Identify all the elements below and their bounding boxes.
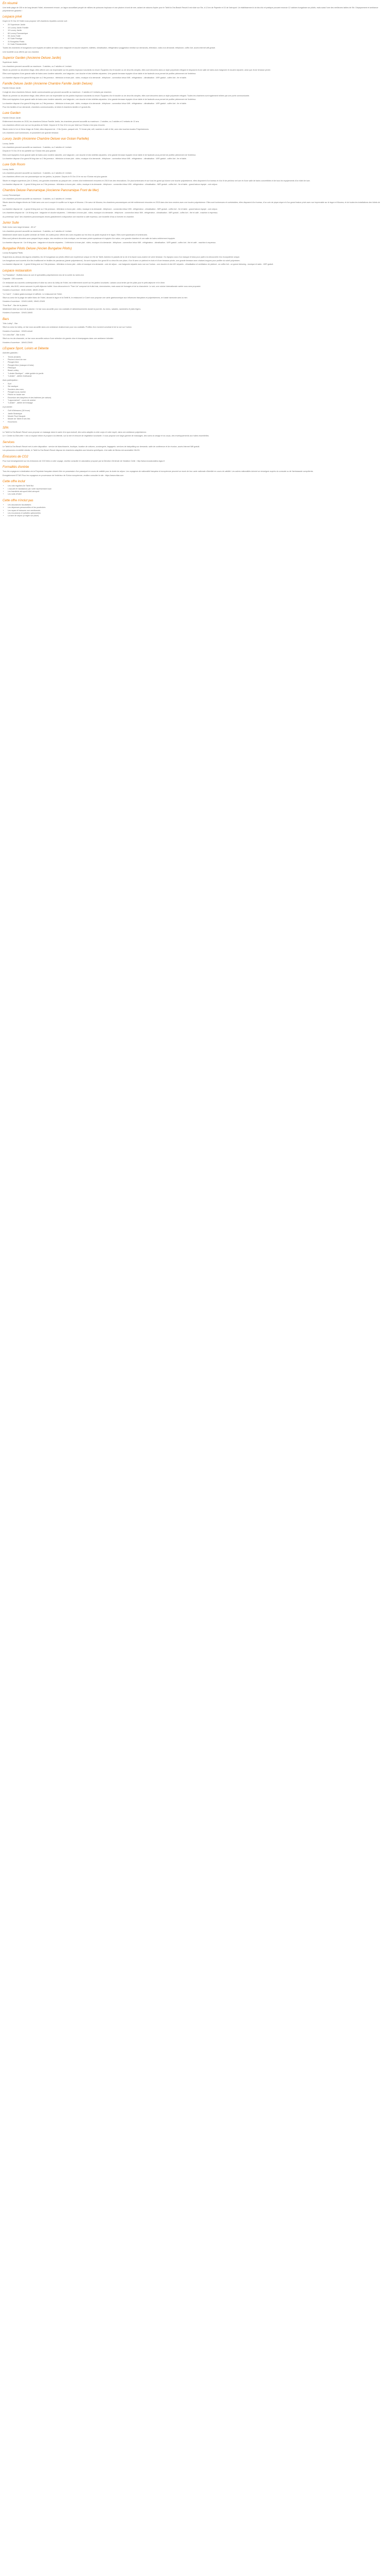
paragraph: Située en étages supérieurs (1er & 2ème), ces grandes chambres au parquet ciré, ornées d'art entièrement rénovées en 2015 lors des rénovations. De plus lumineuses et sur tous les guest qui donne une touche polynésienne, elles disposent d'un bureau et d'un lit de pêcheur de luxe et d'une salle de bains convertibles et de tous les équipements d'un hôtel de luxe. [3, 179, 311, 182]
list-item: • Beach-volley [8, 369, 383, 372]
section-title: LEspace Sport, Loisirs et Détente [3, 347, 49, 351]
content-section [3, 441, 383, 452]
section-title: Chambre Deluxe Panoramique (Ancienne Panoramique Front de Mer) [3, 189, 99, 193]
content-section [3, 112, 383, 134]
section-title: Lespace privé [3, 15, 22, 19]
content-section [3, 189, 383, 218]
paragraph: Famille Deluxe Jardin [3, 116, 21, 119]
list-item: • L'accueil et l'assistance par notre représentant local [8, 488, 383, 490]
content-section [3, 247, 383, 266]
content-section [3, 318, 383, 344]
content-section [3, 222, 383, 244]
paragraph: Supérieure Jardin [3, 61, 18, 64]
list-item: • 10 Luxury Jardin Famille [8, 27, 383, 29]
page [0, 0, 386, 521]
paragraph: Elles sont joliment décorées avec parquet façon acajou, des meubles en bois exotique, une terrasse privée spacieuse et équipée d'un salon, une grande chambre et une salle de bains entièrement équipée. [3, 238, 175, 240]
list-item: • Excursions [8, 421, 383, 423]
section-title: Émissions de CO2 [3, 455, 28, 459]
paragraph: Tous les voyageurs à destination de la Polynésie française doivent être en possession d'un passeport en cours de validité pour la durée du séjour. Les voyageurs de nationalité française et européenne peuvent se munir de leur carte nationale d'identité en cours de validité. Les autres nationalités doivent se renseigner auprès du consulat ou de l'ambassade compétents. [3, 470, 314, 473]
bullet-list [3, 504, 383, 518]
list-item: • "Lagoonarium" - cours de cuisine [8, 399, 383, 402]
paragraph: Les bungalows sont ouverts d'un lieu traditionnel en feuilles de pandanus (plante polynésienne). Ils sont équipés d'un grand lit ou deux lits une place, d'un lit avec un plafond en bois et d'une terrasse privée, une grande terrasse avec chaises longues pour profiter du soleil polynésien. [3, 259, 240, 262]
list-item: • La taxe de séjour (à régler sur place) [8, 515, 383, 517]
content-section [3, 57, 383, 79]
paragraph: "Aito Lobby" - Bar [3, 322, 18, 325]
list-item: • Musée de Tahiti et ses îles [8, 418, 383, 420]
paragraph: Le Tahiti Ia Ora Beach Resort met à votre disposition : service de blanchisserie, boutique, location de voitures, conciergerie, bagagerie, services de babysitting sur demande, salle de conférence et de réunion, accès Internet Wifi gratuit. [3, 446, 200, 448]
section-title: Famille Deluxe Jardin (Ancienne Chambre Famille Jardin Deluxe) [3, 82, 93, 86]
list-item: • Plongée sous-marine [8, 391, 383, 394]
paragraph: Ce restaurant aux accents contemporains et situé au cœur du lobby de l'hôtel, est entièrement ouvert sur les jardins luxuriants. Laissez-vous tenter par les plats pour le petit-déjeuner et le dîner. [3, 281, 165, 284]
list-item: • Plongée libre (masque et tuba) [8, 364, 383, 367]
list-item: • Les vols réguliers Air Tahiti Nui [8, 485, 383, 487]
list-item: • 01 Suite Présidentielle [8, 43, 383, 46]
paragraph: Luxury Bungalow Pilotis [3, 252, 23, 255]
bullet-list [3, 356, 383, 378]
list-item: • Les transferts aéroport-hôtel-aéroport [8, 490, 383, 493]
paragraph: Avec participation : [3, 379, 19, 381]
bullet-list [3, 24, 383, 46]
content-section [3, 499, 383, 518]
list-item: • Les excursions et activités optionnelles [8, 512, 383, 515]
paragraph: La chambre dispose de : 1 grand lit king size ou 2 lits jumeaux - télévision à écran plat - vidéo, musique à la demande - téléphone - connection leisur Wifi - réfrigérateur - climatisation - WiFi gratuit - coffre-fort - fer et table - grand balcon équipé - coin séjour. [3, 183, 218, 185]
paragraph: Située entre le 1er et 2ème étage de l'hôtel, elles disposent de : 2 lits Queen, parquet ciré, TV écran plat, wifi, machine à café et thé, avec des touches locales Polynésiennes. [3, 128, 150, 130]
list-item: • 20 Superieure Jardin [8, 24, 383, 26]
section-title: Luxury Jardin (Ancienne Chambre Deluxe vue Océan Partielle) [3, 138, 89, 141]
section-title: Luxe Gdn Room [3, 163, 25, 167]
list-item: • "Lobster" - atelier d'artisanat [8, 375, 383, 378]
paragraph: Idéalement situé au bord de la piscine. Ce bar vous accueille pour vos cocktails et rafraîchissements durant la journée. Au menu, salades, sandwichs et plats légers. [3, 308, 141, 311]
content-section [3, 2, 383, 12]
content-section [3, 427, 383, 438]
paragraph: Les chambres offrent une vue panoramique sur les jardins, la piscine. Depuis le l'Il Ora 19 le rez sur l'Océan est plus grande. [3, 176, 108, 178]
paragraph: Le « Centre du Bien-être » est un espace intime et propice à la détente, sur la mer et entouré de végétation luxuriante. Il vous propose une large gamme de massages, des soins du visage et du corps, des enveloppements aux huiles essentielles. [3, 435, 209, 437]
paragraph: Toutes les chambres et bungalows sont équipés de salles de bains avec baignoire et douche séparée, toilettes, climatisation, réfrigérateur (suggestion minibar sur demande), télévision, radio à la demande, téléphone, coffre-fort, accès internet wifi gratuit. [3, 47, 216, 49]
section-title: Junior Suite [3, 222, 19, 225]
paragraph: Situé au rez-de-chaussée, ce bar vous accueille autour d'une sélection de grands vins et champagnes dans une ambiance intimiste. [3, 337, 114, 340]
paragraph: La chambre dispose d'un grand lit king size ou 2 lits jumeaux - télévision à écran plat - vidéo, musique à la demande - téléphone - connection leisur Wifi - réfrigérateur - climatisation - WiFi gratuit - coffre-fort - fer et table. [3, 157, 187, 160]
paragraph: Le Tahiti Ia Ora Beach Resort vous propose un massage dans le cadre d'un spa exclusif, des soins adaptés à votre corps et votre esprit, dans une ambiance polynésienne. [3, 431, 147, 434]
content-section [3, 138, 383, 160]
paragraph: Horaires d'ouverture : 12h00-14h00, 19h00-22h00 [3, 300, 45, 303]
paragraph: Famille Deluxe Jardin [3, 87, 21, 90]
list-item: • Golf d'Atimaono (18 trous) [8, 410, 383, 412]
paragraph: Pour tout renseignement sur les émissions de CO2 liées à votre voyage, veuillez consulter le calculateur proposé par la Direction Générale de l'Aviation Civile : http://www.ecocalculateur.dgac.fr [3, 460, 165, 462]
paragraph: Entièrement rénovées en 2015, les chambres Deluxe Famille Jardin, les chambres peuvent accueillir au maximum : 2 adultes, ou 2 adultes et 2 enfants de 12 ans. [3, 120, 140, 123]
list-item: • Musée Paul Gauguin [8, 415, 383, 418]
paragraph: Les chambres peuvent accueillir au maximum : 3 adultes, ou 2 adultes et 1 enfant. [3, 230, 72, 232]
paragraph: Horaires d'ouverture : 10h00-18h00 [3, 312, 33, 314]
list-item: • Plongée libre [8, 361, 383, 364]
paragraph: Luxury Jardin [3, 142, 14, 145]
paragraph: Une belle plage de 150 m de long devant l'hôtel, récemment rénové, un lagon accueillant peuplé de milliers de poissons tropicaux et une piscine à bord de mer, autant de raisons d'opter pour le Tahiti Ia Ora Beach Resort.Il est situé sur l'île, à 12 km de Papeete et 10 de l'aéroport. Un établissement à la fois chic et pratique pouvant recevoir 12 cabines bungalows sur pilotis, mais aussi l'une des meilleures tables de l'île. Dépaysement et ambiance polynésienne garantis ! [3, 7, 379, 12]
paragraph: "Le Lotus Bar" - Bar à vins [3, 334, 25, 336]
content-section [3, 269, 383, 315]
paragraph: Luxury Jardin [3, 168, 14, 171]
section-title: Services [3, 440, 15, 444]
paragraph: Les chambres dispose de : Un lit king size - baignoire et douche séparées - 1 télévision à écran plat - vidéo, musique à la demande - téléphone - connection leisur Wifi - réfrigérateur - climatisation - WiFi gratuit - coffre-fort - thé et café - machine à espresso. [3, 212, 218, 214]
list-item: • Les dépenses personnelles et les pourboires [8, 506, 383, 509]
paragraph: Elles sont équipées d'une grande salle de bains avec lumière naturelle, une baignoire, une douche et des toilettes séparées. Une grande terrasse équipée d'une table et de fauteuils vous permet de profiter pleinement de l'extérieur. [3, 98, 197, 101]
paragraph: Il s'agit de deux chambres Deluxe Jardin communicantes qui peuvent accueillir au maximum : 2 adultes et 3 enfants par chambre. [3, 91, 112, 93]
paragraph: Les personnes à mobilité réduite, le Tahiti Ia Ora Beach Resort dispose de chambres adaptées aux besoins spécifiques. Une salle de fitness est accessible 24h/24. [3, 449, 140, 452]
paragraph: Les chambres peuvent accueillir au maximum : 3 adultes, ou 2 adultes et 1 enfant. [3, 146, 72, 148]
paragraph: Suite Junior avec large terrasse - 83 m² [3, 226, 36, 229]
paragraph: Les chambres sont lumineuses, et possèdent une grande terrasse. [3, 132, 59, 134]
paragraph: Horaires d'ouverture : 6h30-10h00, 18h00-21h00 [3, 289, 44, 292]
paragraph: Suspendus au-dessus des lagons cristallins, les 32 bungalows sur pilotis offrent une expérience unique en l'île de Tahiti. Admirez le paradis de la vie et la faune sous-marine de votre terrasse. Ou équipez-vous d'un masque et tuba pour partir à la découverte d'un écosystème unique. [3, 256, 240, 258]
paragraph: Les chambres peuvent accueillir au maximum : 3 adultes, ou 2 adultes et 1 enfant. [3, 172, 72, 174]
content-section [3, 347, 383, 423]
list-item: • Excursion des dauphins et des baleines (en saison) [8, 397, 383, 399]
content-section [3, 15, 383, 54]
paragraph: Depuis le l'Il Ora 19 le rez partielle sur l'Océan très plus grande. [3, 150, 57, 152]
section-title: Luxe Garden [3, 112, 21, 115]
content-section [3, 163, 383, 186]
paragraph: La chambre dispose d'un grand lit king size ou 2 lits jumeaux - télévision à écran plat - vidéo, musique à la demande - téléphone - connection leisur Wifi - réfrigérateur - climatisation - WiFi gratuit - coffre-fort - fer et table. [3, 102, 187, 105]
paragraph: Située dans les étages élevés de l'hôtel avec une vue à couper le souffle sur le lagon et Moorea. L'île sœur de Moorea, les chambres panoramiques ont été entièrement rénovées en 2015 dans des tons neutres avec une touche polynésienne. Elles sont lumineuses et confortables, elles disposent d'un bureau, d'un coin de pique-nique et d'un grand balcon privé avec vue imprenable sur le lagon et Moorea, et de toutes les installations des hôtels de luxe. [3, 201, 380, 207]
paragraph: A proximité : [3, 405, 13, 408]
paragraph: Horaires d'ouverture : 10h00-minuit [3, 330, 32, 332]
list-item: • "Lobster Boutique" - visite guidée du jardin [8, 372, 383, 375]
paragraph: "Fare Bue" - Bar de la piscine [3, 304, 28, 307]
section-title: Superior Garden (Ancienne Deluxe Jardin) [3, 57, 61, 60]
paragraph: "Le Carré" : Cuisine gastronomique et raffinée. Le restaurant de l'hôtel. [3, 293, 62, 295]
list-item: • 31 Bungalow Pilotis [8, 41, 383, 43]
content-section [3, 82, 383, 109]
paragraph: Au printemps "plus" des chambres panoramiques réunis gratuitement à disposition une machine à café expresso, une bouteille d'eau à l'arrivée en chambre. [3, 215, 135, 218]
paragraph: Activités gratuites : [3, 352, 19, 354]
paragraph: Située au premier ou deuxième étage, elles offrent une vue imprenable sur les jardins tropicaux luxuriants du resort. Équipées d'un lit double ou de deux lits simples, elles sont décorées dans un style polynésien élégant. Toutes les chambres sont également reliées par une porte communicante. [3, 94, 250, 97]
list-item: • 10 Luxury Jardin [8, 29, 383, 32]
paragraph: La chambre dispose de : 1 grand lit king size ou 2 lits jumeaux - télévision à écran plat - vidéo, musique à la demande - téléphone - connection leisur Wifi - réfrigérateur - climatisation - WiFi gratuit - coffre-fort - fer et table - grand balcon équipé - coin séjour. [3, 208, 218, 210]
list-item: • Les repas et boissons non mentionnés [8, 510, 383, 512]
paragraph: Le matin, dès 6h30, venez savourer le petit déjeuner buffet. Vous découvrirez le "Fare Ua" composé de fruits frais, viennoiseries, mais aussi de fromages et de la charcuterie. Le soir, une cuisine internationale variée vous sera proposée. [3, 285, 201, 287]
list-item: • Tennis (éclairé) [8, 356, 383, 359]
paragraph: Idéalement située dans la partie centrale de l'hôtel, les suites junior offrent des vues exquises sur les lieux du jardin tropical et le lagon. Elles sont spacieuses et lumineuses. [3, 233, 148, 236]
paragraph: Enregistrement ETIAS Pour les voyageurs en provenance de l'extérieur de l'Union européenne, veuillez consulter le site : https://www.etias.com [3, 474, 124, 477]
paragraph: Elles sont équipées d'une grande salle de bains avec lumière naturelle, une baignoire, une douche et des toilettes séparées. Une grande terrasse équipée d'une table et de fauteuils vous permet de profiter pleinement de l'extérieur. [3, 73, 197, 75]
section-title: Lespace restauration [3, 269, 32, 273]
paragraph: La chambre dispose d'un grand lit king size ou 2 lits jumeaux - télévision à écran plat - vidéo, musique à la demande - téléphone - connection leisur Wifi - réfrigérateur - climatisation - WiFi gratuit - coffre-fort - fer et table. [3, 76, 187, 79]
list-item: • Scooters des mers [8, 388, 383, 391]
paragraph: Capacité : 180 couverts. [3, 278, 23, 280]
content-section [3, 466, 383, 477]
content-section [3, 455, 383, 463]
section-title: Bungalow Pilotis Deluxe (Ancien Bungalow Pilotis) [3, 247, 72, 251]
list-item: • 06 Junior Suite [8, 35, 383, 38]
paragraph: Les chambres peuvent accueillir au maximum : 3 adultes, ou 2 adultes et 1 enfant. [3, 197, 72, 200]
section-title: Formalités d'entrée [3, 466, 29, 469]
list-item: • Jardin Botanique [8, 413, 383, 415]
paragraph: Luxury Panoramique [3, 194, 21, 196]
paragraph: Elles sont équipées d'une grande salle de bains avec lumière naturelle, une baignoire, une douche et des toilettes séparées. Une grande terrasse équipée d'une table et de fauteuils vous permet de profiter pleinement de l'extérieur. [3, 154, 197, 156]
paragraph: Les chambres offrent une vue sur les jardins de l'hôtel. Depuis le l'Il Ora 19 le rez par hôtel sur l'Océan s'est plus rénovée. [3, 124, 105, 127]
bullet-list [3, 485, 383, 496]
bullet-list [3, 410, 383, 423]
paragraph: Les chambres peuvent accueillir au maximum : 3 adultes, ou 2 adultes et 1 enfant. [3, 65, 72, 67]
paragraph: La chambre dispose de : Un lit king size - baignoire et douche séparées - 1 télévision à écran plat - vidéo, musique à la demande - téléphone - connection leisur Wifi - réfrigérateur - climatisation - WiFi gratuit - coffre-fort - thé et café - machine à espresso. [3, 241, 216, 244]
section-title: En résumé [3, 2, 18, 5]
paragraph: Située au premier ou deuxième étage, elles offrent une vue imprenable sur les jardins tropicaux luxuriants du resort. Équipées d'un lit double ou de deux lits simples, elles sont décorées dans un style polynésien élégant et disposent d'une salle de bains avec baignoire et douche séparée, ainsi que d'une terrasse privée. [3, 69, 271, 71]
list-item: • Ski nautique [8, 385, 383, 388]
list-item: • Pétanque [8, 367, 383, 369]
paragraph: Doyen le l'Il Ora 19 l'hôtel vous propose 149 chambres réparties comme suit : [3, 20, 68, 23]
list-item: • Les nuits d'hôtel [8, 493, 383, 496]
list-item: • 60 Luxury Panoramique [8, 32, 383, 35]
paragraph: "Le Plantation" : Buffets inclus du soir et spécialités polynésiennes lors de la soirée du week-end. [3, 274, 85, 276]
bullet-list [3, 383, 383, 405]
list-item: • Piscine à bord de mer [8, 359, 383, 361]
paragraph: Horaires d'ouverture : 18h00-23h00 [3, 341, 33, 344]
paragraph: La chambre dispose de : 1 grand lit king size ou 2 lits jumeaux - télévision à écran plat - vidéo et musique à la demande - coin de séjour - une baignoire séparée avec vue sur l'océan - une douche et des WC séparés - climatisation et ventilateur de plafond - un coffre-fort - un grand dressing - musique et radio - WiFi gratuit. [3, 263, 274, 266]
list-item: • Pêche en haute mer [8, 394, 383, 396]
paragraph: Situé au cœur de la plage de sable blanc de l'hôtel, devant le lagon et la Tahiti Iti, le restaurant Le Carré vous propose une carte gastronomique aux influences françaises et polynésiennes, en totale harmonie avec la mer. [3, 296, 188, 299]
paragraph: Pour les familles et sur demande, chambres communicantes, ici idéal et chambres famille à 2 grands lits. [3, 106, 91, 109]
paragraph: Situé au cœur du lobby, ce bar vous accueille dans une ambiance chaleureuse pour vos cocktails. Profitez d'un moment convivial et de la vue sur l'océan. [3, 326, 132, 329]
content-section [3, 480, 383, 496]
list-item: • Les assurances facultatives [8, 504, 383, 506]
list-item: • 02 Suite Prestige [8, 38, 383, 40]
section-title: Bars [3, 317, 9, 321]
section-title: Cette offre n'inclut pas [3, 499, 34, 502]
paragraph: Une bouteille vous offerte par vos chambre. [3, 50, 40, 53]
list-item: • "Lobster" - atelier de tressage [8, 402, 383, 404]
list-item: • Surf [8, 383, 383, 385]
section-title: Cette offre inclut [3, 480, 25, 484]
section-title: SPA [3, 426, 9, 430]
